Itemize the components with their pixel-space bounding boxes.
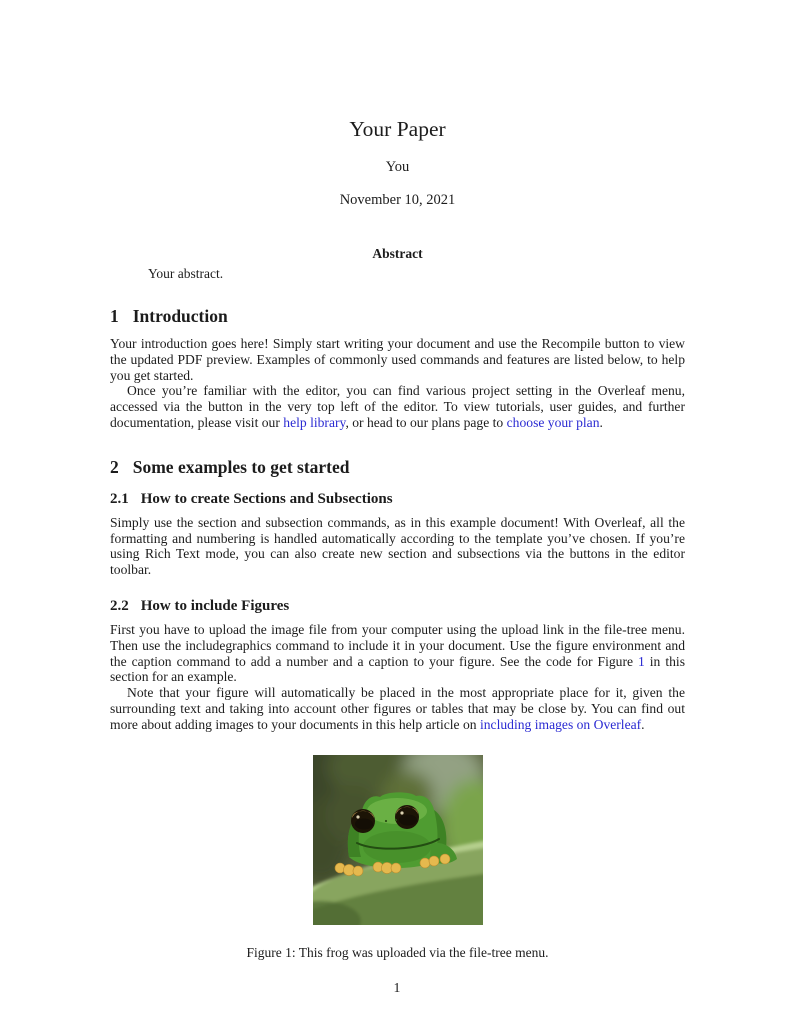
section-1-title: Introduction — [132, 306, 228, 326]
frog-photo-illustration — [313, 755, 483, 925]
subsection-2-2-heading — [110, 597, 685, 615]
intro-p2-text-mid: , or head to our plans page to — [345, 414, 507, 430]
intro-paragraph-2 — [110, 383, 685, 430]
paper-title: Your Paper — [349, 117, 446, 141]
intro-paragraph-1: Your introduction goes here! Simply start writing your document and use the Recompile button to view the updated PDF preview. Examples of commonly used commands and features are listed below, to help you get started. — [110, 336, 685, 383]
figures-p1-text-pre: First you have to upload the image file from your computer using the upload link in the file-tree menu. Then use the includegraphics command to include it in your document. Use the figure environment and the caption command to add a number and a caption to your figure. See the code for Figure — [110, 621, 685, 669]
section-2-title: Some examples to get started — [132, 456, 350, 477]
figure-1-caption: Figure 1: This frog was uploaded via the file-tree menu. — [246, 944, 549, 960]
paper-author: You — [385, 159, 410, 175]
section-2-number: 2 — [110, 456, 119, 477]
subsection-2-1-heading — [110, 490, 685, 508]
subsection-2-1-paragraph: Simply use the section and subsection commands, as in this example document! With Overleaf, all the formatting and numbering is handled automatically according to the template you’ve chosen. If you’re using Rich Text mode, you can also create new section and subsections via the buttons in the editor toolbar. — [110, 514, 685, 578]
figures-paragraph-2 — [110, 685, 685, 732]
section-1-number: 1 — [110, 306, 119, 326]
including-images-link[interactable]: including images on Overleaf — [479, 716, 642, 732]
paper-date: November 10, 2021 — [339, 192, 456, 208]
frog-photo — [313, 755, 483, 925]
intro-p2-text-end: . — [599, 414, 603, 430]
abstract-heading: Abstract — [372, 246, 423, 261]
choose-your-plan-link[interactable]: choose your plan — [506, 414, 600, 430]
subsection-2-1-title: How to create Sections and Subsections — [140, 490, 393, 507]
help-library-link[interactable]: help library — [283, 414, 346, 430]
figures-paragraph-1 — [110, 622, 685, 685]
abstract-text: Your abstract. — [148, 266, 224, 281]
intro-p2-text-pre: Once you’re familiar with the editor, you can find various project setting in the Overleaf menu, accessed via the button in the very top left of the editor. To view tutorials, user guides, and further documentation, please visit our — [110, 383, 685, 430]
section-2-heading — [110, 457, 685, 478]
section-1-heading — [110, 306, 685, 327]
subsection-2-2-number: 2.2 — [110, 597, 129, 614]
subsection-2-2-title: How to include Figures — [140, 597, 290, 614]
figure-1 — [110, 755, 685, 961]
page-number: 1 — [393, 980, 401, 995]
subsection-2-1-number: 2.1 — [110, 490, 129, 507]
figures-p2-text-end: . — [641, 716, 645, 732]
figures-p2-text-pre: Note that your figure will automatically be placed in the most appropriate place for it, given the surrounding text and taking into account other figures or tables that may be close by. You can find out more about adding images to your documents in this help article on — [110, 685, 685, 732]
figures-p1-text-end: in this section for an example. — [110, 653, 685, 685]
figure-1-reference-link[interactable]: 1 — [638, 653, 645, 669]
